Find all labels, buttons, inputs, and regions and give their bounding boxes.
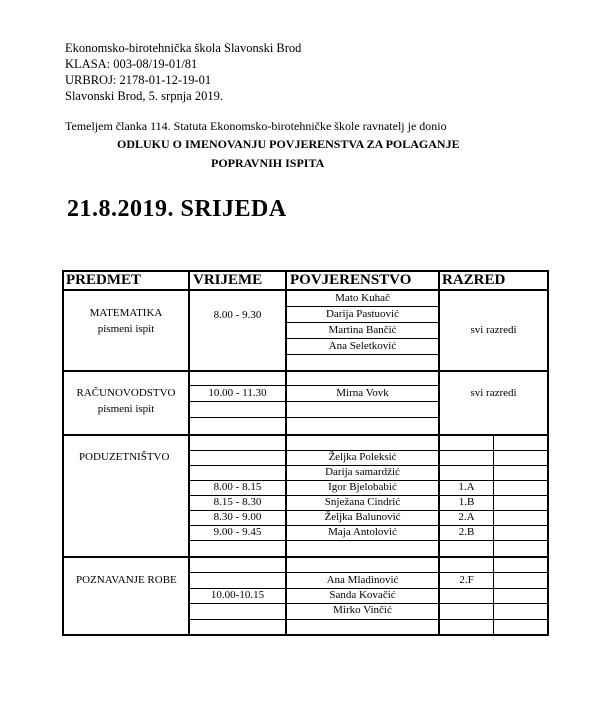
exam-time: 8.15 - 8.30 bbox=[213, 496, 262, 508]
intro-text: Temeljem članka 114. Statuta Ekonomsko-birotehničke škole ravnatelj je donio bbox=[65, 119, 447, 133]
class-group: 2.A bbox=[458, 511, 475, 523]
committee-member: Željka Balunović bbox=[324, 511, 401, 523]
exam-time: 10.00 - 11.30 bbox=[208, 387, 267, 399]
subject-type: pismeni ispit bbox=[97, 403, 155, 415]
subject-poduzetnistvo: PODUZETNIŠTVO bbox=[79, 451, 170, 463]
class-group: 2.F bbox=[459, 574, 474, 586]
committee-member: Sanda Kovačić bbox=[329, 589, 396, 601]
school-name: Ekonomsko-birotehnička škola Slavonski Brod bbox=[65, 41, 302, 55]
subject-matematika: MATEMATIKA bbox=[89, 307, 163, 319]
committee-member: Snježana Cindrić bbox=[324, 496, 401, 508]
column-header-povjerenstvo: POVJERENSTVO bbox=[290, 272, 412, 288]
committee-member: Igor Bjelobabić bbox=[328, 481, 397, 493]
exam-time: 8.00 - 9.30 bbox=[213, 309, 262, 321]
committee-member: Ana Mladinović bbox=[326, 574, 399, 586]
exam-time: 8.30 - 9.00 bbox=[213, 511, 262, 523]
decision-title: ODLUKU O IMENOVANJU POVJERENSTVA ZA POLAGANJE bbox=[117, 137, 460, 151]
exam-date-heading: 21.8.2019. SRIJEDA bbox=[67, 196, 287, 222]
committee-member: Mirko Vinčić bbox=[333, 604, 392, 616]
exam-time: 9.00 - 9.45 bbox=[213, 526, 262, 538]
class-group: svi razredi bbox=[470, 387, 517, 399]
committee-member: Mato Kuhač bbox=[335, 292, 390, 304]
subject-poznavanje-robe: POZNAVANJE ROBE bbox=[76, 574, 177, 586]
class-group: 1.B bbox=[458, 496, 475, 508]
place-date: Slavonski Brod, 5. srpnja 2019. bbox=[65, 89, 223, 103]
klasa: KLASA: 003-08/19-01/81 bbox=[65, 57, 198, 71]
decision-subtitle: POPRAVNIH ISPITA bbox=[211, 156, 325, 170]
committee-member: Ana Seletković bbox=[328, 340, 397, 352]
subject-racunovodstvo: RAČUNOVODSTVO bbox=[76, 387, 176, 399]
committee-member: Mirna Vovk bbox=[336, 387, 389, 399]
committee-member: Željka Poleksić bbox=[328, 451, 397, 463]
committee-member: Darija Pastuović bbox=[325, 308, 399, 320]
column-header-predmet: PREDMET bbox=[66, 272, 141, 288]
exam-time: 10.00-10.15 bbox=[210, 589, 265, 601]
class-group: 1.A bbox=[458, 481, 475, 493]
class-group: 2.B bbox=[458, 526, 475, 538]
committee-member: Darija samardžić bbox=[325, 466, 400, 478]
urbroj: URBROJ: 2178-01-12-19-01 bbox=[65, 73, 212, 87]
column-header-razred: RAZRED bbox=[442, 272, 506, 288]
exam-time: 8.00 - 8.15 bbox=[213, 481, 262, 493]
subject-type: pismeni ispit bbox=[97, 323, 155, 335]
column-header-vrijeme: VRIJEME bbox=[193, 272, 263, 288]
class-group: svi razredi bbox=[470, 324, 517, 336]
committee-member: Martina Bančić bbox=[328, 324, 397, 336]
committee-member: Maja Antolović bbox=[328, 526, 397, 538]
